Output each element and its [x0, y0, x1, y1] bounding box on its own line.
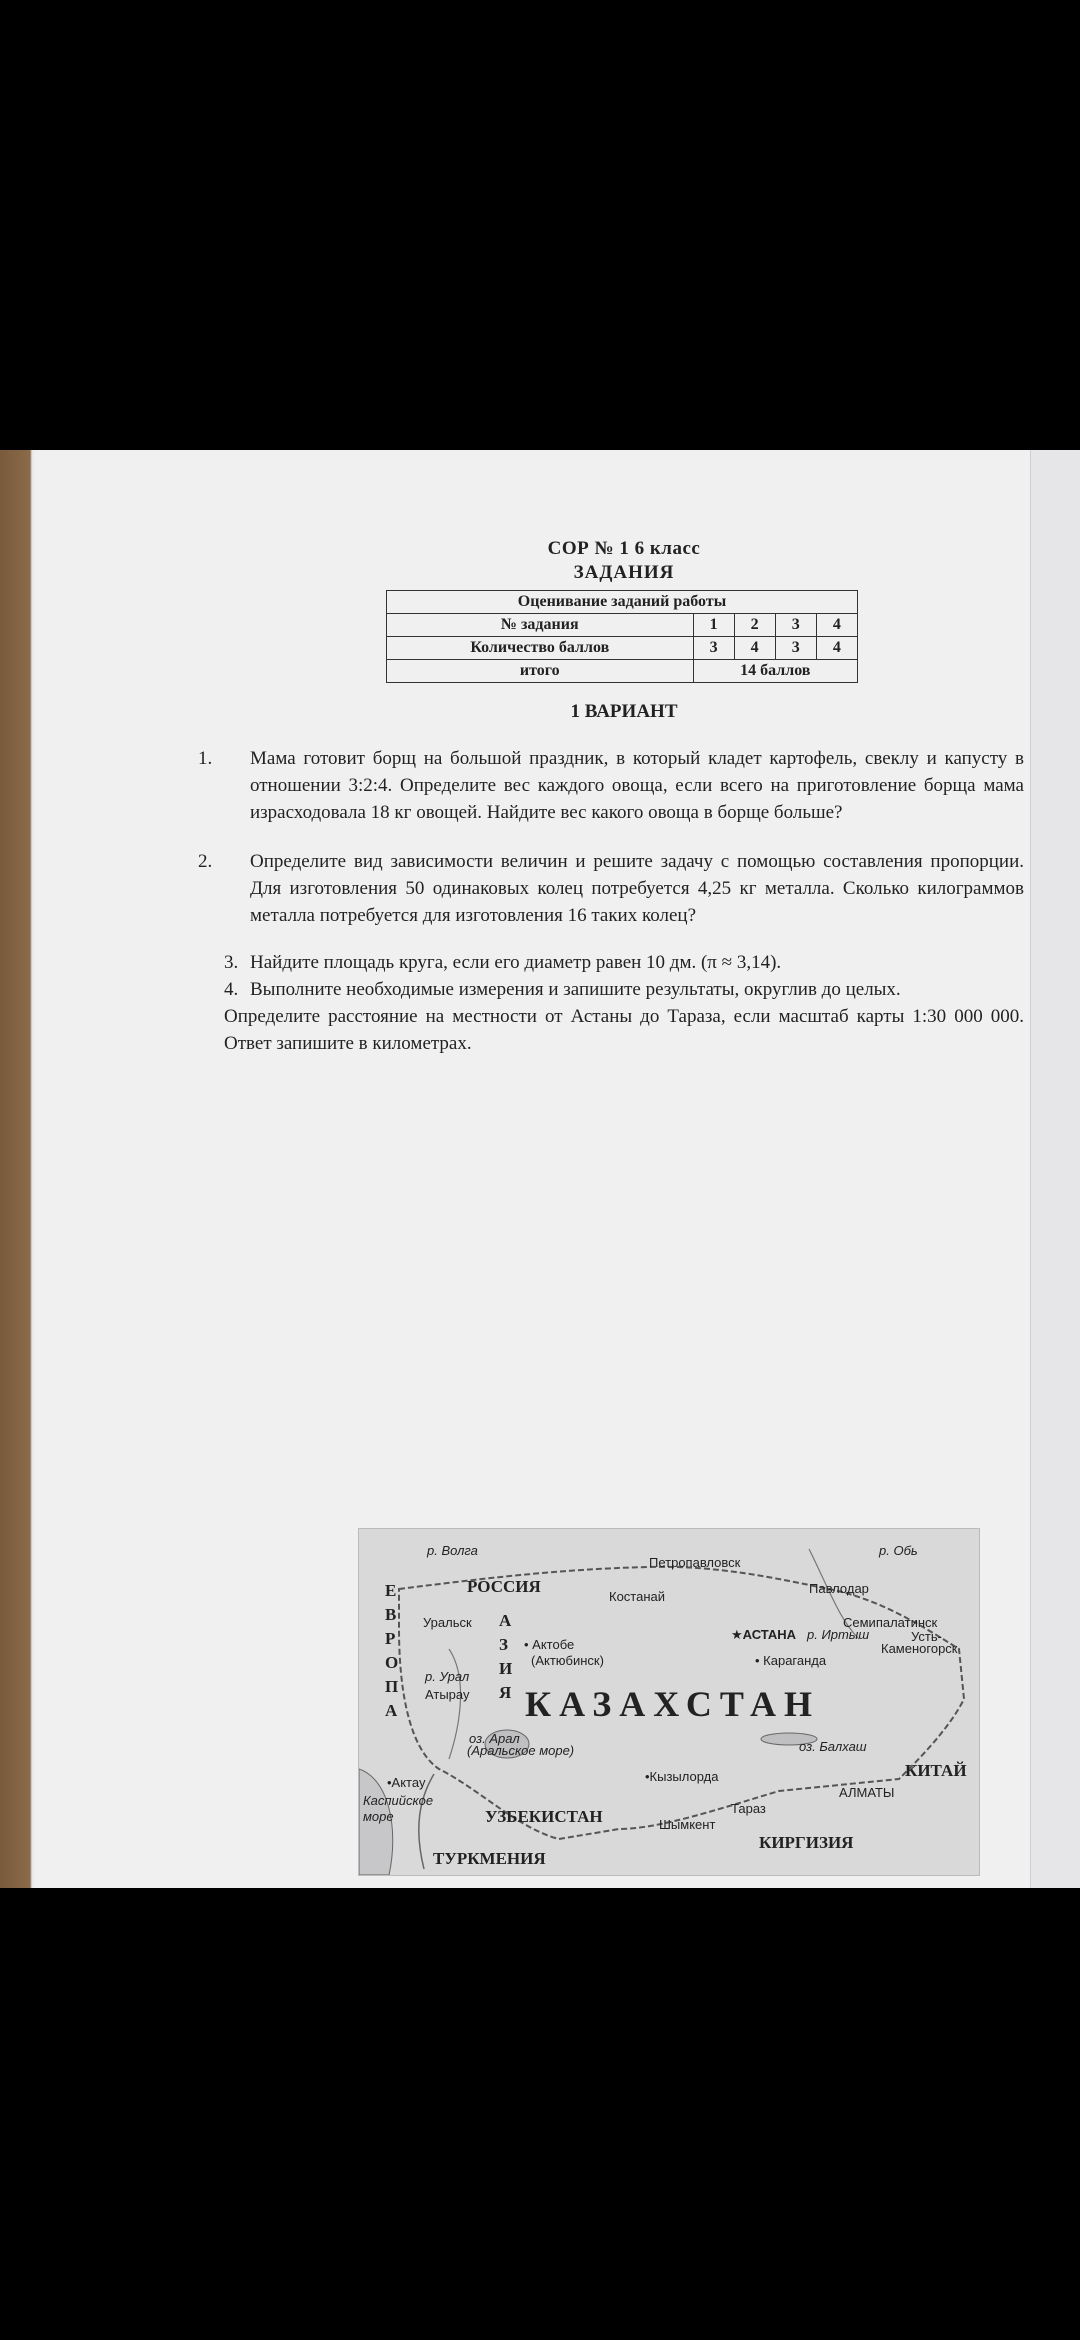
label-uzbekistan: УЗБЕКИСТАН — [485, 1807, 603, 1826]
label-almaty: АЛМАТЫ — [839, 1785, 895, 1800]
task-number: 1. — [198, 748, 213, 769]
task-2 — [198, 848, 1024, 929]
label-sea: море — [363, 1809, 394, 1824]
letter: В — [385, 1605, 397, 1624]
table-cell: Количество баллов — [387, 637, 694, 660]
label-russia: РОССИЯ — [467, 1577, 541, 1596]
letter: П — [385, 1677, 399, 1696]
table-cell: 4 — [816, 637, 857, 660]
task-text: Найдите площадь круга, если его диаметр равен 10 дм. (π ≈ 3,14). — [250, 952, 782, 973]
page-title: СОР № 1 6 класс — [547, 538, 701, 559]
table-row — [387, 614, 858, 637]
label-aktau: •Актау — [387, 1775, 426, 1790]
page-subtitle: ЗАДАНИЯ — [573, 562, 675, 583]
table-row — [387, 637, 858, 660]
label-semipalatinsk: Семипалатинск — [843, 1615, 938, 1630]
table-cell: 14 баллов — [693, 660, 857, 683]
label-aral-sea: (Аральское море) — [467, 1743, 575, 1758]
kazakhstan-map — [358, 1528, 980, 1876]
letter: О — [385, 1653, 399, 1672]
document-body — [198, 538, 1024, 1057]
label-ural: р. Урал — [425, 1669, 470, 1684]
label-karaganda: • Караганда — [755, 1653, 827, 1668]
task-text-continued: Определите расстояние на местности от Астаны до Тараза, если масштаб карты 1:30 000 000. Ответ запишите в километрах. — [224, 1006, 1024, 1054]
second-sheet-edge — [1030, 450, 1080, 1888]
label-aktubinsk: (Актюбинск) — [531, 1653, 604, 1668]
task-text: Мама готовит борщ на большой праздник, в который кладет картофель, свеклу и капусту в отношении 3:2:4. Определите вес каждого овоща, если всего на приготовление борща мама израсходовала 18 кг овощей. Найдите вес какого овоща в борще больше? — [250, 748, 1024, 823]
label-kirgizia: КИРГИЗИЯ — [759, 1833, 854, 1852]
label-petropavlovsk: Петропавловск — [649, 1555, 741, 1570]
score-table — [386, 590, 858, 683]
letter: З — [499, 1635, 508, 1654]
task-number: 2. — [198, 851, 213, 872]
task-number: 4. — [224, 979, 239, 1000]
label-turkmenia: ТУРКМЕНИЯ — [433, 1849, 546, 1868]
label-shymkent: Шымкент — [659, 1817, 716, 1832]
table-cell: 3 — [693, 637, 734, 660]
table-cell: 1 — [693, 614, 734, 637]
label-kostanai: Костанай — [609, 1589, 666, 1604]
letter: Я — [499, 1683, 512, 1702]
task-text: Выполните необходимые измерения и запишите результаты, округлив до целых. — [250, 979, 901, 1000]
label-uralsk: Уральск — [423, 1615, 472, 1630]
label-caspian: Каспийское — [363, 1793, 434, 1808]
label-asia — [499, 1609, 512, 1705]
table-cell: 3 — [775, 637, 816, 660]
label-aktobe: • Актобе — [524, 1637, 575, 1652]
table-cell: № задания — [387, 614, 694, 637]
table-cell: 4 — [734, 637, 775, 660]
letter: А — [385, 1701, 398, 1720]
task-3 — [224, 949, 1024, 976]
label-kamenogorsk: Каменогорск — [881, 1641, 958, 1656]
task-1 — [198, 745, 1024, 826]
label-china: КИТАЙ — [905, 1761, 967, 1780]
letter: Р — [385, 1629, 396, 1648]
table-cell: 4 — [816, 614, 857, 637]
letter: Е — [385, 1581, 397, 1600]
label-astana: ★АСТАНА — [731, 1627, 797, 1642]
letter: А — [499, 1611, 512, 1630]
label-irtysh: р. Иртыш — [807, 1627, 870, 1642]
score-table-caption: Оценивание заданий работы — [387, 591, 858, 614]
label-volga: р. Волга — [427, 1543, 478, 1558]
label-pavlodar: Павлодар — [809, 1581, 869, 1596]
table-cell: 2 — [734, 614, 775, 637]
label-kyzylorda: •Кызылорда — [645, 1769, 719, 1784]
table-cell: итого — [387, 660, 694, 683]
task-4 — [224, 976, 1024, 1057]
task-text: Определите вид зависимости величин и решите задачу с помощью составления пропорции. Для изготовления 50 одинаковых колец потребуется 4,25 кг металла. Сколько килограммов металла потребуется для изготовления 16 таких колец? — [250, 851, 1024, 926]
variant-heading: 1 ВАРИАНТ — [570, 701, 678, 722]
table-row — [387, 660, 858, 683]
label-atyrau: Атырау — [425, 1687, 470, 1702]
document-photo — [0, 450, 1080, 1888]
letter: И — [499, 1659, 513, 1678]
label-kazakhstan: КАЗАХСТАН — [525, 1684, 821, 1724]
table-cell: 3 — [775, 614, 816, 637]
label-ust: Усть- — [911, 1629, 942, 1644]
label-aral: оз. Арал — [469, 1731, 520, 1746]
label-ob: р. Обь — [879, 1543, 918, 1558]
label-europe — [385, 1579, 398, 1723]
label-taraz: Тараз — [731, 1801, 766, 1816]
task-number: 3. — [224, 952, 239, 973]
label-balkhash: оз. Балхаш — [799, 1739, 867, 1754]
